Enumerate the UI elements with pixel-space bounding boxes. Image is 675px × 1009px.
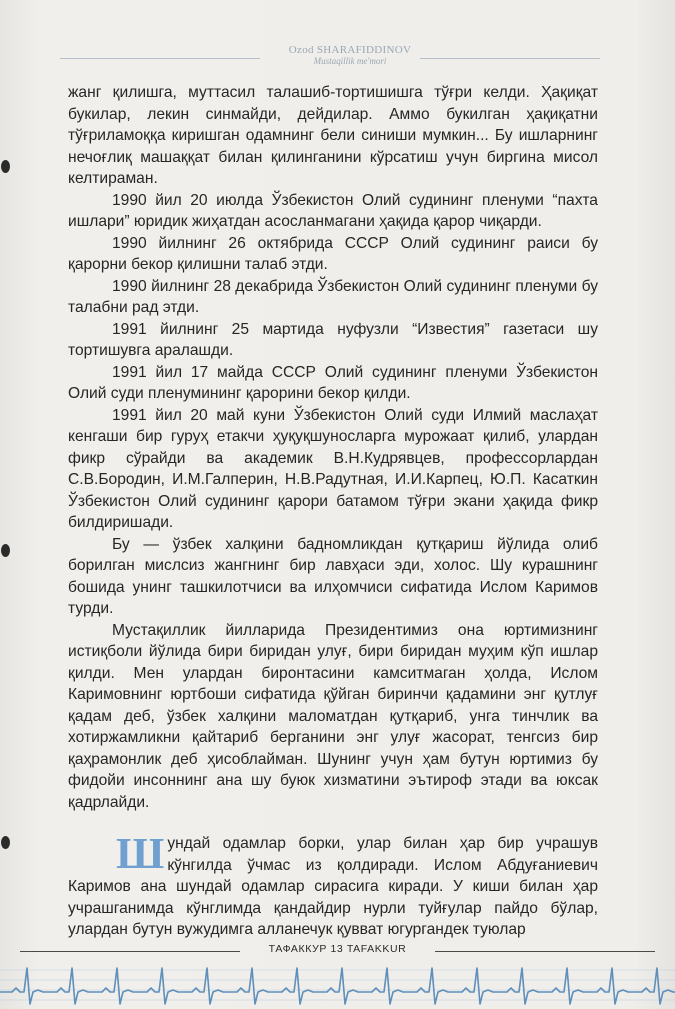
paragraph: Мустақиллик йилларида Президентимиз она юртимизнинг истиқболи йўлида бири биридан улуғ, бири биридан муҳим кўп ишлар қилди. Мен улардан биронтасини камситмаган ҳолда, Ислом Каримовнинг юртбоши сифатида қўйган биринчи қадамини энг қутлуғ қадам деб, ўзбек халқини маломатдан қутқариб, унга тинчлик ва хотиржамликни қайтариб берганини энг улуғ жасорат, тенгсиз бир қаҳрамонлик деб ҳисоблайман. Шунинг учун ҳам бутун юртимиз бу фидойи инсоннинг ана шу буюк хизматини эътироф этади ва юксак қадрлайди. bbox=[68, 621, 598, 811]
running-head-subtitle: Mustaqillik me'mori bbox=[313, 56, 387, 67]
running-head-author: Ozod SHARAFIDDINOV bbox=[288, 44, 412, 56]
footer-rule-right bbox=[435, 951, 655, 952]
paragraph: жанг қилишга, муттасил талашиб-тортишишга тўғри келди. Ҳақиқат букилар, лекин синмайди, дейдилар. Аммо букилган ҳақиқатни тўғриламоққа киришган одамнинг бели синиши мумкин... Бу ишларнинг нечоғлиқ машаққат билан қилинганини кўрсатиш учун биргина мисол келтираман. bbox=[68, 84, 598, 187]
drop-cap: Ш bbox=[116, 829, 165, 878]
paragraph: 1991 йил 17 майда СССР Олий судининг пленуми Ўзбекистон Олий суди пленумининг қарорини бекор қилди. bbox=[68, 363, 598, 402]
paragraph: Бу — ўзбек халқини бадномликдан қутқариш йўлида олиб борилган мислсиз жангнинг бир лавҳаси эди, холос. Шу курашнинг бошида унинг ташкилотчиси ва илҳомчиси сифатида Ислом Каримов турди. bbox=[68, 535, 598, 617]
paragraph: 1991 йил 20 май куни Ўзбекистон Олий суди Илмий маслаҳат кенгаши бир гуруҳ етакчи ҳуқуқшуносларга мурожаат қилиб, улардан фикр сўрайди ва академик В.Н.Кудрявцев, профессорлардан С.В.Бородин, И.М.Галперин, Н.В.Радутная, И.И.Карпец, Ю.П. Касаткин Ўзбекистон Олий судининг қарори батамом тўғри экани ҳақида фикр билдиришади. bbox=[68, 406, 598, 531]
paragraph: 1990 йил 20 июлда Ўзбекистон Олий судининг пленуми “пахта ишлари” юридик жиҳатдан асосланмагани ҳақида қарор чиқарди. bbox=[68, 191, 598, 230]
binding-hole bbox=[1, 160, 10, 173]
footer-folio: ТАФАККУР 13 TAFAKKUR bbox=[268, 943, 407, 955]
running-head bbox=[200, 44, 500, 67]
paragraph: 1990 йилнинг 28 декабрида Ўзбекистон Олий судининг пленуми бу талабни рад этди. bbox=[68, 277, 598, 316]
body-text bbox=[68, 82, 598, 941]
page-footer bbox=[0, 943, 675, 959]
final-paragraph-text: ундай одамлар борки, улар билан ҳар бир учрашув кўнгилда ўчмас из қолдиради. Ислом Абдуғаниевич Каримов ана шундай одамлар сирасига киради. У киши билан ҳар учрашганимда кўнглимда қандайдир нурли туйғулар пайдо бўлар, улардан бутун вужудимга алланечук қувват югургандек туюлар bbox=[68, 835, 598, 938]
binding-hole bbox=[1, 836, 10, 849]
binding-hole bbox=[1, 544, 10, 557]
footer-rule-left bbox=[20, 951, 240, 952]
heartbeat-line-decoration bbox=[0, 960, 675, 1009]
paragraph: 1991 йилнинг 25 мартида нуфузли “Известия” газетаси шу тортишувга аралашди. bbox=[68, 320, 598, 359]
paragraph: 1990 йилнинг 26 октябрида СССР Олий судининг раиси бу қарорни бекор қилишни талаб этди. bbox=[68, 234, 598, 273]
final-paragraph bbox=[68, 829, 598, 941]
